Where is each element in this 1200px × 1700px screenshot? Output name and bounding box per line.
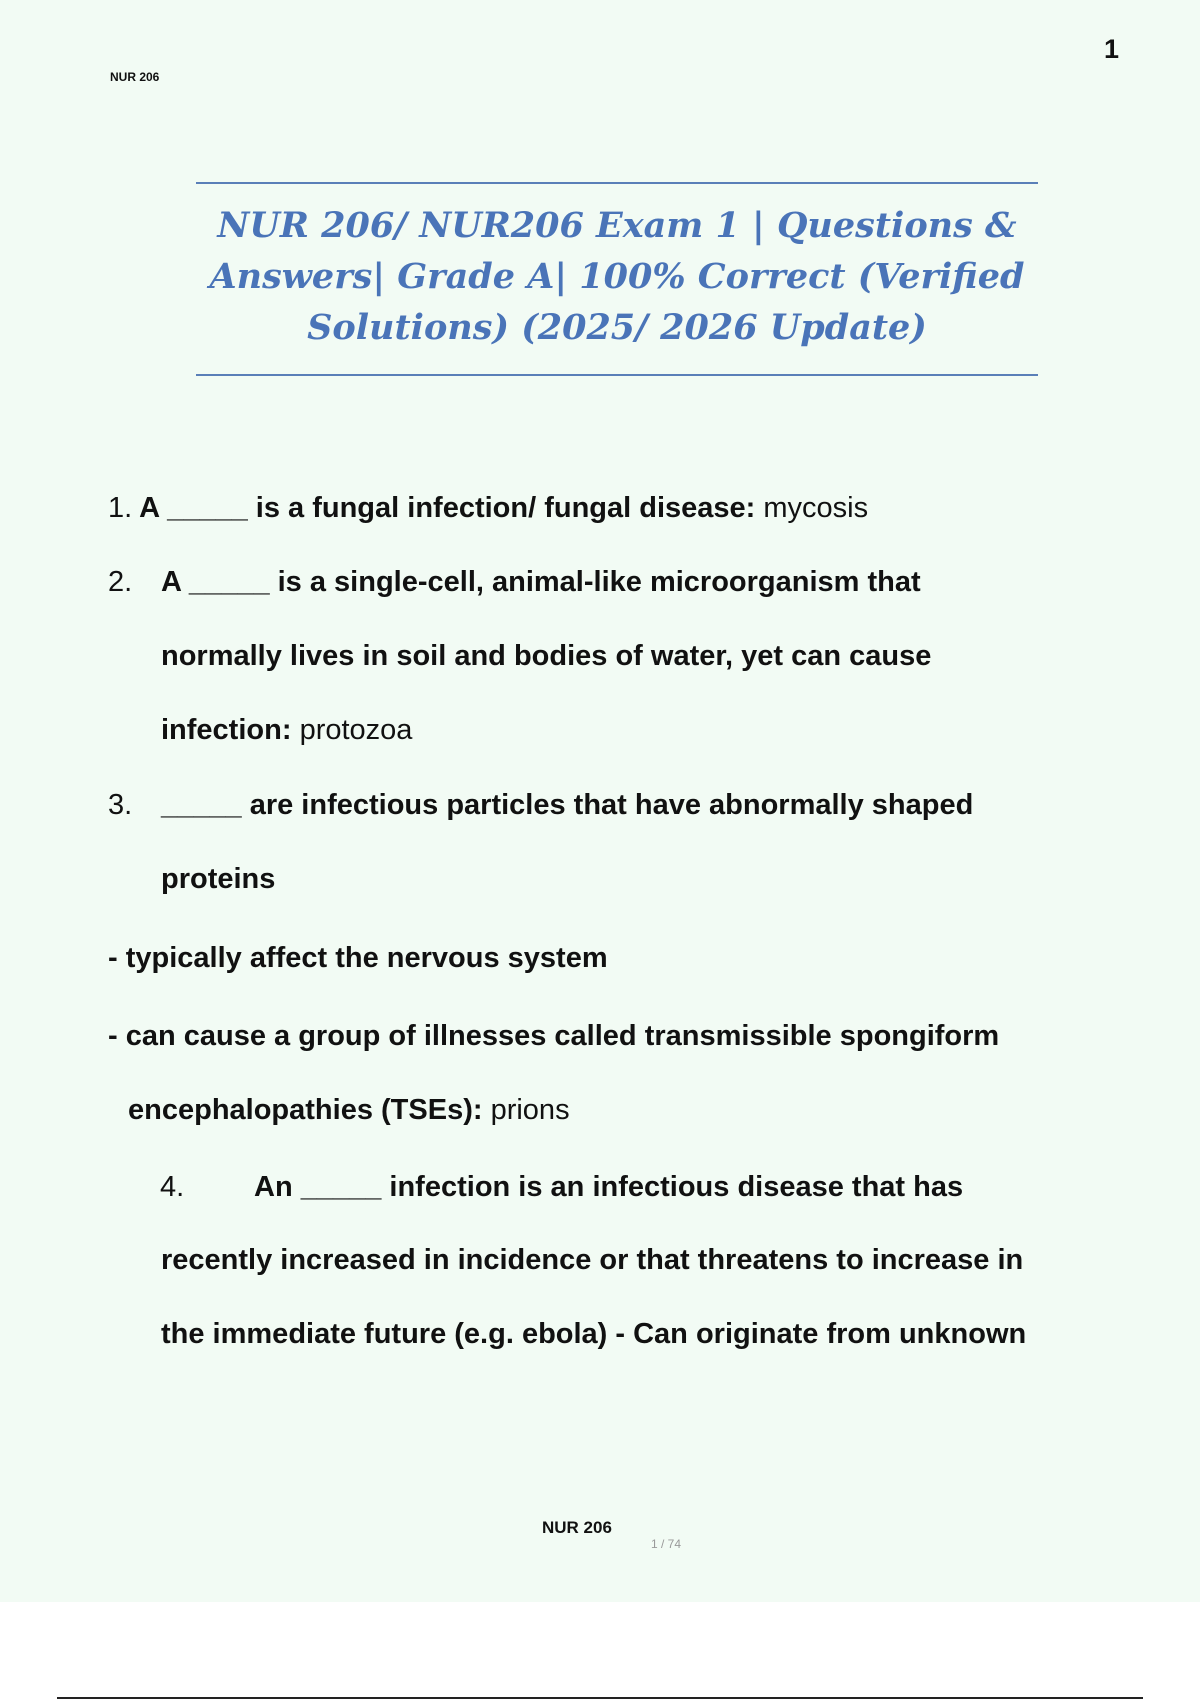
question-1 — [108, 490, 868, 526]
header-course: NUR 206 — [110, 70, 160, 84]
question-prompt: encephalopathies (TSEs): — [128, 1094, 483, 1126]
question-3-line-5 — [128, 1092, 570, 1128]
question-4-line-3: the immediate future (e.g. ebola) - Can originate from unknown — [161, 1318, 1027, 1350]
question-number: 3. — [108, 789, 133, 821]
question-answer: prions — [490, 1094, 570, 1126]
question-number: 4. — [160, 1171, 185, 1203]
page-number: 1 — [1104, 34, 1120, 64]
question-3-line-1: _____ are infectious particles that have abnormally shaped — [161, 789, 974, 821]
question-3-line-2: proteins — [161, 863, 276, 895]
title-bottom-rule — [196, 374, 1038, 376]
question-prompt: A _____ is a fungal infection/ fungal disease: — [139, 492, 756, 524]
question-3-number — [108, 787, 132, 823]
page-indicator: 1 / 74 — [651, 1537, 682, 1551]
next-page-divider — [57, 1697, 1143, 1699]
question-4-line-2: recently increased in incidence or that threatens to increase in — [161, 1244, 1024, 1276]
question-number: 1. — [108, 492, 133, 524]
question-3-bullet-2: - can cause a group of illnesses called transmissible spongiform — [108, 1020, 1000, 1052]
question-answer: mycosis — [763, 492, 869, 524]
title-top-rule — [196, 182, 1038, 184]
question-4-number — [160, 1169, 184, 1205]
question-2-line-3 — [161, 712, 412, 748]
question-3-bullet-1: - typically affect the nervous system — [108, 942, 608, 974]
question-2-line-1: A _____ is a single-cell, animal-like microorganism that — [161, 566, 921, 598]
question-answer: protozoa — [299, 714, 413, 746]
question-2-line-2: normally lives in soil and bodies of water, yet can cause — [161, 640, 932, 672]
document-title: NUR 206/ NUR206 Exam 1 | Questions & Answers| Grade A| 100% Correct (Verified Solutions) (2025/ 2026 Update) — [209, 205, 1025, 348]
question-number: 2. — [108, 566, 133, 598]
question-2-number — [108, 564, 132, 600]
footer-course: NUR 206 — [542, 1518, 612, 1537]
question-4-line-1: An _____ infection is an infectious disease that has — [254, 1171, 964, 1203]
question-prompt: infection: — [161, 714, 292, 746]
